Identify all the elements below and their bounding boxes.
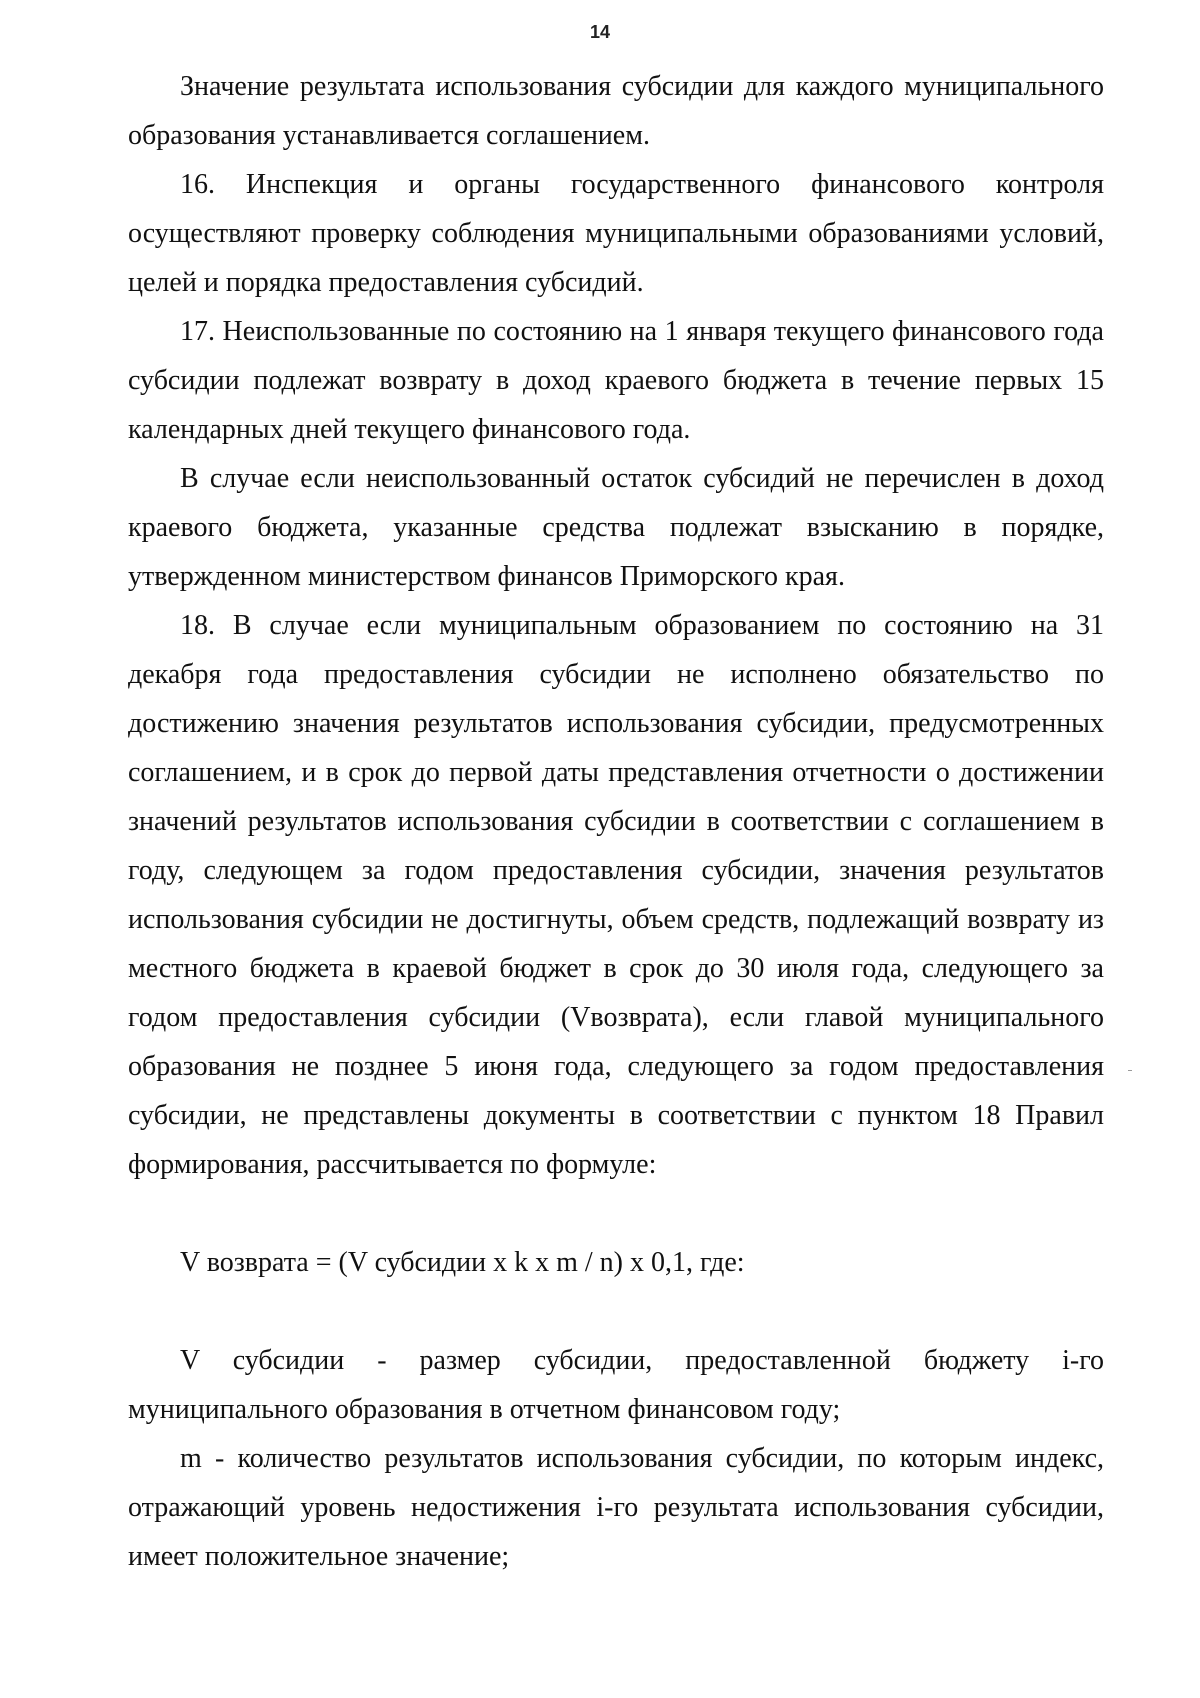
paragraph-item-17: 17. Неиспользованные по состоянию на 1 января текущего финансового года субсидии подлежат возврату в доход краевого бюджета в течение первых 15 календарных дней текущего финансового года. <box>128 316 1104 445</box>
definition-v-subsidy: V субсидии - размер субсидии, предоставленной бюджету i-го муниципального образования в отчетном финансовом году; <box>128 1345 1104 1425</box>
page-number: 14 <box>589 22 611 42</box>
document-body <box>128 62 1104 1581</box>
paragraph-unused-balance: В случае если неиспользованный остаток субсидий не перечислен в доход краевого бюджета, указанные средства подлежат взысканию в порядке, утвержденном министерством финансов Приморского края. <box>128 463 1104 592</box>
paragraph-item-16: 16. Инспекция и органы государственного финансового контроля осуществляют проверку соблюдения муниципальными образованиями условий, целей и порядка предоставления субсидий. <box>128 169 1104 298</box>
paragraph-subsidy-result-value: Значение результата использования субсидии для каждого муниципального образования устанавливается соглашением. <box>128 71 1104 151</box>
paragraph-item-18: 18. В случае если муниципальным образованием по состоянию на 31 декабря года предоставления субсидии не исполнено обязательство по достижению значения результатов использования субсидии, предусмотренных соглашением, и в срок до первой даты представления отчетности о достижении значений результатов использования субсидии в соответствии с соглашением в году, следующем за годом предоставления субсидии, значения результатов использования субсидии не достигнуты, объем средств, подлежащий возврату из местного бюджета в краевой бюджет в срок до 30 июля года, следующего за годом предоставления субсидии (Vвозврата), если главой муниципального образования не позднее 5 июня года, следующего за годом предоставления субсидии, не представлены документы в соответствии с пунктом 18 Правил формирования, рассчитывается по формуле: <box>128 610 1104 1180</box>
definition-m: m - количество результатов использования субсидии, по которым индекс, отражающий уровень недостижения i-го результата использования субсидии, имеет положительное значение; <box>128 1443 1104 1572</box>
refund-formula: V возврата = (V субсидии x k x m / n) x 0,1, где: <box>180 1247 745 1278</box>
scan-artifact <box>1128 1070 1132 1071</box>
